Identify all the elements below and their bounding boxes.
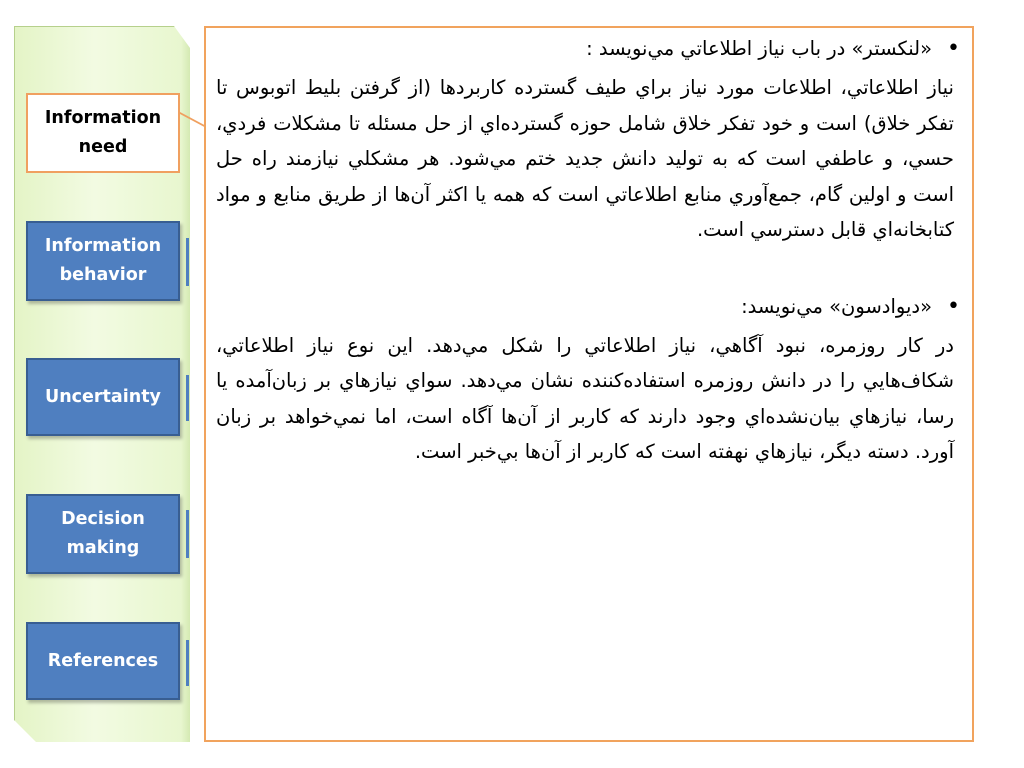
nav-item-tick <box>186 510 189 558</box>
slide-content <box>216 34 954 470</box>
nav-item-label <box>45 104 161 162</box>
paragraph-davidson: در کار روزمره، نبود آگاهي، نياز اطلاعاتي را شکل مي‌دهد. اين نوع نياز اطلاعاتي، شکاف‌هايي را در دانش روزمره استفاده‌کننده نشان مي‌دهد. سواي نيازهاي بر زبان‌آمده يا رسا، نيازهاي بيان‌نشده‌اي وجود دارند که کاربر از آن‌ها آگاه است، اما نمي‌خواهد بر زبان آورد. دسته ديگر، نيازهاي نهفته است که کاربر از آن‌ها بي‌خبر است. <box>216 333 954 463</box>
nav-item-label <box>61 505 145 563</box>
nav-label-line1: Information <box>44 108 162 128</box>
nav-item-tick <box>186 375 189 421</box>
nav-label-line1: Uncertainty <box>45 386 161 407</box>
nav-item-information-behavior[interactable] <box>26 221 180 301</box>
nav-label-line1: References <box>47 650 159 671</box>
nav-item-information-need[interactable] <box>26 93 180 173</box>
nav-item-references[interactable] <box>26 622 180 700</box>
bullet-heading-lancaster: • «لنکستر» در باب نياز اطلاعاتي مي‌نويسد : <box>216 34 954 64</box>
nav-item-tick <box>186 238 189 286</box>
bullet-heading-davidson: • «ديوادسون» مي‌نويسد: <box>216 292 954 322</box>
nav-label-line2: need <box>78 137 128 157</box>
paragraph-lancaster: نياز اطلاعاتي، اطلاعات مورد نياز براي طيف گسترده کاربردها (از گرفتن بليط اتوبوس تا تفکر خلاق) است و خود تفکر خلاق شامل حوزه گسترده‌اي از حل مسئله تا مشکلات فردي، حسي، و عاطفي است که به توليد دانش جديد ختم مي‌شود. هر مشکلي نيازمند راه حل است و اولين گام، جمع‌آوري منابع اطلاعاتي است که همه يا اکثر آن‌ها از طريق منابع و مواد کتابخانه‌اي قابل دسترسي است. <box>216 76 954 241</box>
nav-label-line1: Information <box>44 236 162 256</box>
nav-item-label <box>45 232 161 290</box>
nav-item-uncertainty[interactable] <box>26 358 180 436</box>
nav-label-line1: Decision <box>61 509 145 529</box>
nav-label-line2: behavior <box>59 265 147 285</box>
nav-label-line2: making <box>66 538 140 558</box>
nav-item-decision-making[interactable] <box>26 494 180 574</box>
nav-item-tick <box>186 640 189 686</box>
content-panel <box>204 26 974 742</box>
section-spacer <box>216 248 954 292</box>
